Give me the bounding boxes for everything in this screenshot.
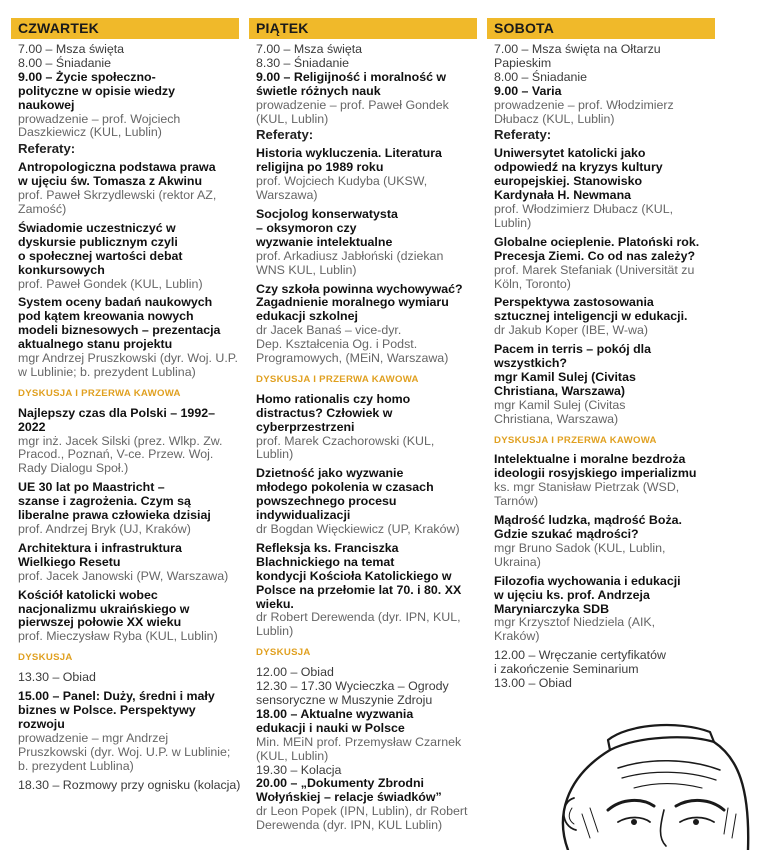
talk-title: distractus? Człowiek w xyxy=(256,405,393,420)
speaker-line: prof. Marek Stefaniak (Universität zu xyxy=(494,262,695,277)
discussion-label: DYSKUSJA I PRZERWA KAWOWA xyxy=(18,387,181,399)
talk-title: Mądrość ludzka, mądrość Boża. xyxy=(494,513,682,528)
speaker-line: dr Jacek Banaś – vice-dyr. xyxy=(256,323,402,338)
schedule-list xyxy=(487,43,715,691)
talk-title: pierwszej połowie XX wieku xyxy=(18,615,182,630)
talk-title: pod kątem kreowania nowych xyxy=(18,309,194,324)
talk-title: aktualnego stanu projektu xyxy=(18,337,173,352)
speaker-line: dr Jakub Koper (IBE, W-wa) xyxy=(494,323,649,338)
talk-title: naukowej xyxy=(18,97,75,112)
talk-title: 9.00 – Życie społeczno- xyxy=(18,69,156,84)
speaker-line: Min. MEiN prof. Przemysław Czarnek xyxy=(256,734,462,749)
speaker-line: b. prezydent Lublina) xyxy=(18,758,134,773)
talk-title: UE 30 lat po Maastricht – xyxy=(18,480,165,495)
schedule-list xyxy=(249,43,477,833)
talk-title: Christiana, Warszawa) xyxy=(494,383,626,398)
speaker-line: w Lublinie; b. prezydent Lublina) xyxy=(18,364,196,379)
day-column-czwartek xyxy=(11,18,239,792)
talk-title: Wielkiego Resetu xyxy=(18,554,121,569)
section-heading: Referaty: xyxy=(494,127,552,143)
schedule-item: 18.30 – Rozmowy przy ognisku (kolacja) xyxy=(18,777,241,792)
discussion-label: DYSKUSJA xyxy=(18,652,73,664)
speaker-line: mgr Krzysztof Niedziela (AIK, xyxy=(494,615,656,630)
speaker-line: WNS KUL, Lublin) xyxy=(256,262,357,277)
talk-title: Najlepszy czas dla Polski – 1992– xyxy=(18,405,215,420)
talk-title: rozwoju xyxy=(18,716,65,731)
discussion-label: DYSKUSJA I PRZERWA KAWOWA xyxy=(494,434,657,446)
discussion-label: DYSKUSJA I PRZERWA KAWOWA xyxy=(256,373,419,385)
talk-title: Socjolog konserwatysta xyxy=(256,206,398,221)
talk-title: 2022 xyxy=(18,419,46,434)
speaker-line: Lublin) xyxy=(256,624,294,639)
talk-title: modeli biznesowych – prezentacja xyxy=(18,323,221,338)
talk-title: 18.00 – Aktualne wyzwania xyxy=(256,706,414,721)
speaker-line: prof. Paweł Gondek (KUL, Lublin) xyxy=(18,276,203,291)
talk-title: 9.00 – Varia xyxy=(494,83,562,98)
talk-title: System oceny badań naukowych xyxy=(18,295,213,310)
speaker-line: dr Leon Popek (IPN, Lublin), dr Robert xyxy=(256,804,468,819)
talk-title: Uniwersytet katolicki jako xyxy=(494,146,646,161)
talk-title: o społecznej wartości debat xyxy=(18,248,183,263)
speaker-line: (KUL, Lublin) xyxy=(256,111,329,126)
day-header: CZWARTEK xyxy=(11,18,239,39)
speaker-line: prowadzenie – prof. Paweł Gondek xyxy=(256,97,449,112)
speaker-line: prowadzenie – prof. Włodzimierz xyxy=(494,97,674,112)
talk-title: biznes w Polsce. Perspektywy xyxy=(18,702,196,717)
talk-title: odpowiedź na kryzys kultury xyxy=(494,160,663,175)
speaker-line: prof. Mieczysław Ryba (KUL, Lublin) xyxy=(18,629,218,644)
talk-title: Czy szkoła powinna wychowywać? xyxy=(256,281,463,296)
schedule-item: 12.00 – Wręczanie certyfikatów xyxy=(494,648,666,663)
talk-title: wyzwanie intelektualne xyxy=(256,234,393,249)
schedule-item: Papieskim xyxy=(494,55,552,70)
talk-title: Globalne ocieplenie. Platoński rok. xyxy=(494,234,700,249)
talk-title: indywidualizacji xyxy=(256,508,351,523)
schedule-item: 13.30 – Obiad xyxy=(18,670,96,685)
talk-title: cyberprzestrzeni xyxy=(256,419,355,434)
talk-title: wieku. xyxy=(256,596,294,611)
portrait-sketch-icon xyxy=(538,718,758,850)
talk-title: Polsce na przełomie lat 70. i 80. XX xyxy=(256,582,462,597)
day-column-piatek xyxy=(249,18,477,833)
talk-title: Intelektualne i moralne bezdroża xyxy=(494,452,686,467)
talk-title: Maryniarczyka SDB xyxy=(494,601,610,616)
talk-title: religijna po 1989 roku xyxy=(256,160,384,175)
schedule-item: i zakończenie Seminarium xyxy=(494,662,639,677)
talk-title: edukacji i nauki w Polsce xyxy=(256,720,405,735)
speaker-line: dr Robert Derewenda (dyr. IPN, KUL, xyxy=(256,610,461,625)
speaker-line: Dłubacz (KUL, Lublin) xyxy=(494,111,615,126)
speaker-line: prof. Paweł Skrzydlewski (rektor AZ, xyxy=(18,188,217,203)
schedule-item: 8.00 – Śniadanie xyxy=(18,55,112,70)
talk-title: Homo rationalis czy homo xyxy=(256,391,411,406)
talk-title: Kościół katolicki wobec xyxy=(18,587,158,602)
schedule-item: 7.00 – Msza święta xyxy=(256,42,363,56)
talk-title: europejskiej. Stanowisko xyxy=(494,174,643,189)
talk-title: młodego pokolenia w czasach xyxy=(256,480,434,495)
speaker-line: prof. Marek Czachorowski (KUL, xyxy=(256,433,435,448)
schedule-item: 12.00 – Obiad xyxy=(256,665,334,680)
schedule-item: 19.30 – Kolacja xyxy=(256,762,342,777)
speaker-line: prof. Włodzimierz Dłubacz (KUL, xyxy=(494,201,674,216)
talk-title: dyskursie publicznym czyli xyxy=(18,234,178,249)
talk-title: Precesja Ziemi. Co od nas zależy? xyxy=(494,248,696,263)
talk-title: w ujęciu ks. prof. Andrzeja xyxy=(494,587,650,602)
talk-title: w ujęciu św. Tomasza z Akwinu xyxy=(18,174,203,189)
speaker-line: mgr inż. Jacek Silski (prez. Wlkp. Zw. xyxy=(18,433,223,448)
day-column-sobota xyxy=(487,18,715,691)
talk-title: Pacem in terris – pokój dla xyxy=(494,342,652,357)
schedule-item: 8.30 – Śniadanie xyxy=(256,55,350,70)
speaker-line: Derewenda (dyr. IPN, KUL Lublin) xyxy=(256,818,443,833)
talk-title: Antropologiczna podstawa prawa xyxy=(18,160,216,175)
talk-title: sztucznej inteligencji w edukacji. xyxy=(494,309,688,324)
speaker-line: Lublin) xyxy=(256,447,294,462)
talk-title: szanse i zagrożenia. Czym są xyxy=(18,494,191,509)
speaker-line: (KUL, Lublin) xyxy=(256,748,329,763)
speaker-line: mgr Bruno Sadok (KUL, Lublin, xyxy=(494,540,666,555)
section-heading: Referaty: xyxy=(256,127,314,143)
speaker-line: Warszawa) xyxy=(256,188,318,203)
talk-title: Gdzie szukać mądrości? xyxy=(494,527,639,541)
talk-title: świetle różnych nauk xyxy=(256,83,381,98)
schedule-item: sensoryczne w Muszynie Zdroju xyxy=(256,692,433,707)
talk-title: nacjonalizmu ukraińskiego w xyxy=(18,601,190,616)
schedule-item: 7.00 – Msza święta na Ołtarzu xyxy=(494,42,661,56)
talk-title: Dzietność jako wyzwanie xyxy=(256,466,404,481)
talk-title: Świadomie uczestniczyć w xyxy=(18,220,176,235)
talk-title: edukacji szkolnej xyxy=(256,309,358,324)
schedule-item: 12.30 – 17.30 Wycieczka – Ogrody xyxy=(256,679,449,694)
talk-title: liberalne prawa człowieka dzisiaj xyxy=(18,508,211,523)
day-header: SOBOTA xyxy=(487,18,715,39)
talk-title: Perspektywa zastosowania xyxy=(494,295,654,310)
talk-title: Wołyńskiej – relacje świadków” xyxy=(256,790,442,805)
speaker-line: Tarnów) xyxy=(494,494,539,509)
talk-title: mgr Kamil Sulej (Civitas xyxy=(494,369,636,384)
speaker-line: Pruszkowski (dyr. Woj. U.P. w Lublinie; xyxy=(18,744,231,759)
talk-title: konkursowych xyxy=(18,262,105,277)
talk-title: 20.00 – „Dokumenty Zbrodni xyxy=(256,776,424,791)
talk-title: Blachnickiego na temat xyxy=(256,554,395,569)
talk-title: 9.00 – Religijność i moralność w xyxy=(256,69,447,84)
speaker-line: prowadzenie – mgr Andrzej xyxy=(18,730,169,745)
speaker-line: dr Bogdan Więckiewicz (UP, Kraków) xyxy=(256,522,460,536)
discussion-label: DYSKUSJA xyxy=(256,647,311,659)
schedule-item: 13.00 – Obiad xyxy=(494,676,572,691)
speaker-line: Daszkiewicz (KUL, Lublin) xyxy=(18,125,162,140)
talk-title: kondycji Kościoła Katolickiego w xyxy=(256,568,452,583)
speaker-line: mgr Andrzej Pruszkowski (dyr. Woj. U.P. xyxy=(18,351,238,366)
schedule-list xyxy=(11,43,239,792)
speaker-line: prof. Arkadiusz Jabłoński (dziekan xyxy=(256,248,444,263)
speaker-line: prof. Jacek Janowski (PW, Warszawa) xyxy=(18,568,229,583)
speaker-line: Pracod., Poznań, V-ce. Przew. Woj. xyxy=(18,447,214,462)
talk-title: Zagadnienie moralnego wymiaru xyxy=(256,295,449,310)
speaker-line: Rady Dialogu Społ.) xyxy=(18,461,129,476)
talk-title: ideologii rosyjskiego imperializmu xyxy=(494,466,697,481)
speaker-line: prowadzenie – prof. Wojciech xyxy=(18,111,181,126)
talk-title: – oksymoron czy xyxy=(256,220,357,235)
talk-title: Historia wykluczenia. Literatura xyxy=(256,146,442,161)
speaker-line: ks. mgr Stanisław Pietrzak (WSD, xyxy=(494,480,680,495)
talk-title: Refleksja ks. Franciszka xyxy=(256,540,399,555)
talk-title: Architektura i infrastruktura xyxy=(18,540,182,555)
talk-title: polityczne w opisie wiedzy xyxy=(18,83,175,98)
speaker-line: mgr Kamil Sulej (Civitas xyxy=(494,397,626,412)
speaker-line: Zamość) xyxy=(18,201,67,216)
schedule-item: 8.00 – Śniadanie xyxy=(494,69,588,84)
speaker-line: Programowych, (MEiN, Warszawa) xyxy=(256,351,449,366)
talk-title: Kardynała H. Newmana xyxy=(494,188,632,203)
talk-title: powszechnego procesu xyxy=(256,494,397,509)
day-header: PIĄTEK xyxy=(249,18,477,39)
speaker-line: Lublin) xyxy=(494,215,532,230)
schedule-item: 7.00 – Msza święta xyxy=(18,42,125,56)
speaker-line: prof. Andrzej Bryk (UJ, Kraków) xyxy=(18,522,191,536)
speaker-line: prof. Wojciech Kudyba (UKSW, xyxy=(256,174,428,189)
speaker-line: Ukraina) xyxy=(494,554,541,569)
speaker-line: Christiana, Warszawa) xyxy=(494,411,619,426)
talk-title: Filozofia wychowania i edukacji xyxy=(494,573,681,588)
section-heading: Referaty: xyxy=(18,141,76,157)
speaker-line: Kraków) xyxy=(494,629,540,644)
talk-title: wszystkich? xyxy=(494,356,567,371)
speaker-line: Köln, Toronto) xyxy=(494,276,571,291)
speaker-line: Dep. Kształcenia Og. i Podst. xyxy=(256,337,418,352)
talk-title: 15.00 – Panel: Duży, średni i mały xyxy=(18,689,215,704)
